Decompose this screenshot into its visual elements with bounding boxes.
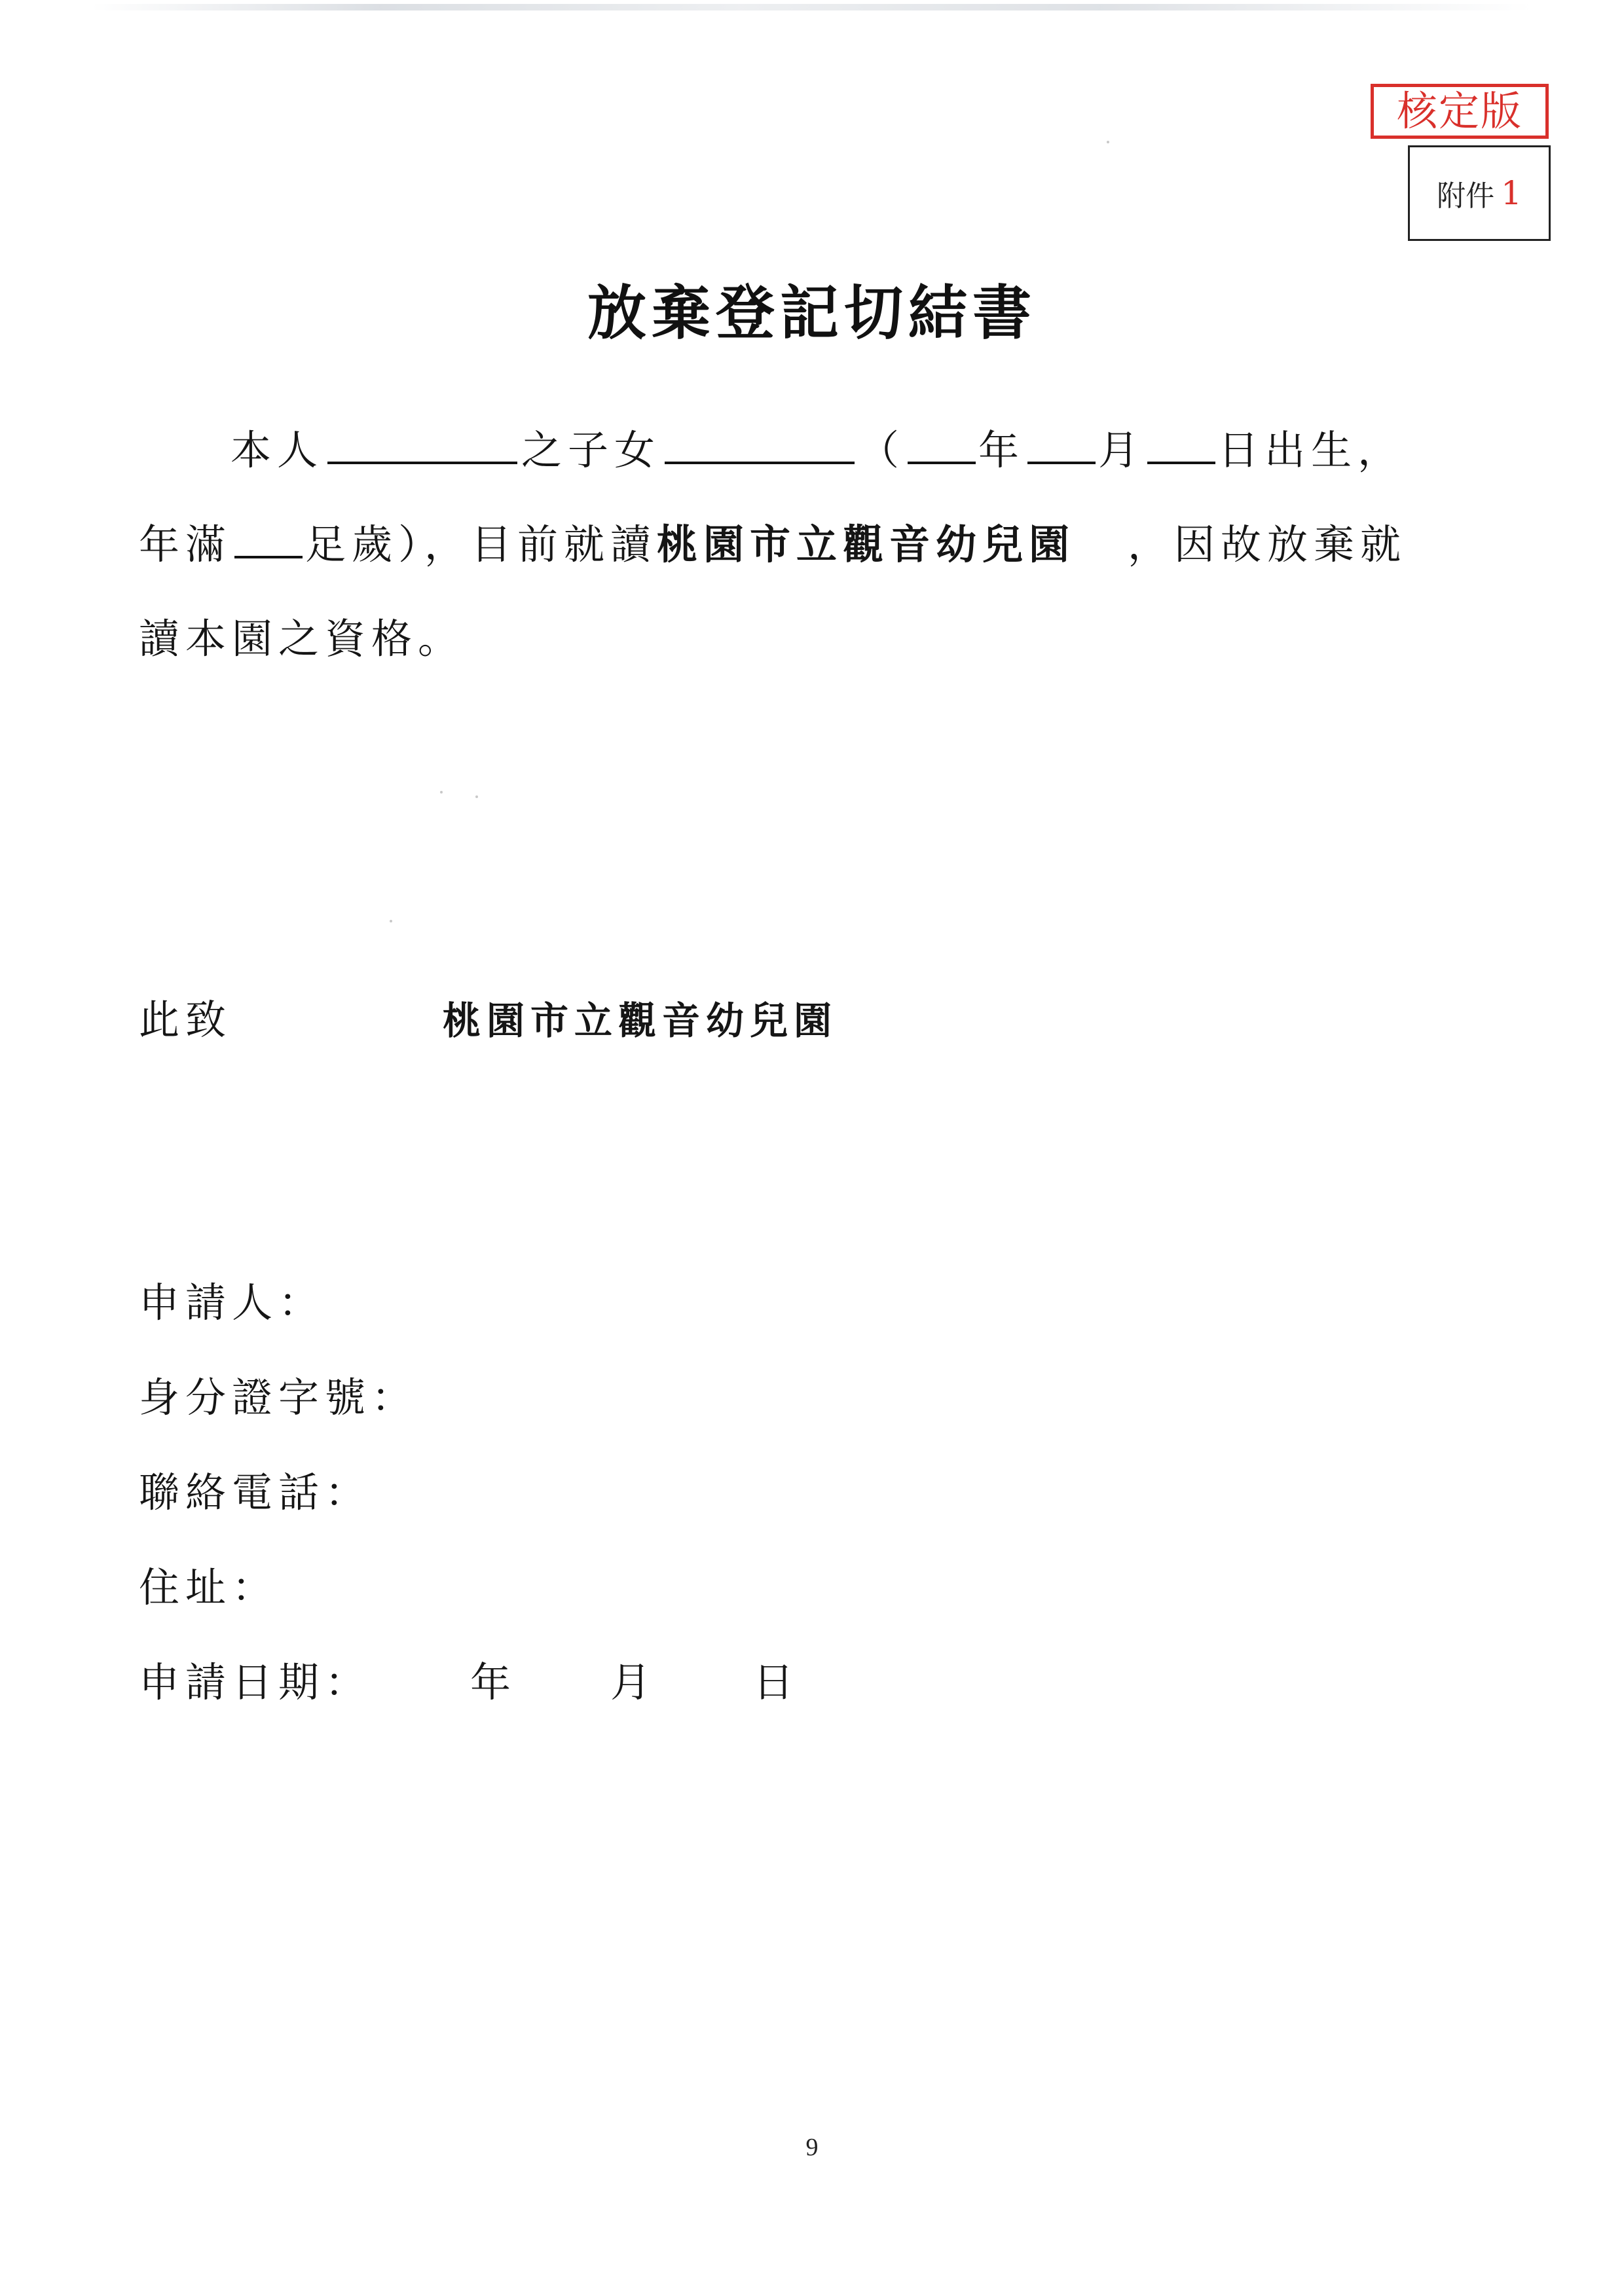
approved-version-stamp: 核定版 xyxy=(1371,84,1549,139)
statement-text: 月 xyxy=(1098,426,1145,474)
page-number: 9 xyxy=(805,2134,819,2161)
statement-text: 之子女 xyxy=(521,426,661,474)
birth-year-blank[interactable] xyxy=(908,428,976,464)
date-month-label: 月 xyxy=(610,1658,652,1706)
birth-day-blank[interactable] xyxy=(1147,428,1215,464)
addressee-label: 此致 xyxy=(139,996,232,1044)
birth-month-blank[interactable] xyxy=(1027,428,1096,464)
statement-text: ，因故放棄就 xyxy=(1128,520,1407,568)
application-date-field-label: 申請日期： xyxy=(139,1658,372,1706)
address-field-label: 住址： xyxy=(139,1563,279,1611)
statement-line-2 xyxy=(139,512,1407,570)
scan-edge-shadow xyxy=(92,4,1532,10)
parent-name-blank[interactable] xyxy=(327,428,517,464)
attachment-label: 附件 xyxy=(1437,179,1495,213)
date-year-label: 年 xyxy=(470,1658,511,1706)
statement-text: 年滿 xyxy=(139,520,232,568)
scan-speck xyxy=(390,920,392,922)
statement-text: 年 xyxy=(978,426,1025,474)
scan-speck xyxy=(440,791,443,793)
id-number-field-label: 身分證字號： xyxy=(139,1374,418,1421)
attachment-number: 1 xyxy=(1501,174,1522,212)
addressee-school: 桃園市立觀音幼兒園 xyxy=(443,998,838,1043)
scan-speck xyxy=(475,795,478,798)
page-title: 放棄登記切結書 xyxy=(587,279,1037,348)
statement-text: 日出生， xyxy=(1218,426,1405,474)
scan-speck xyxy=(1107,141,1109,143)
applicant-field-label: 申請人： xyxy=(139,1279,325,1326)
date-day-label: 日 xyxy=(753,1658,794,1706)
child-name-blank[interactable] xyxy=(665,428,855,464)
school-name: 桃園市立觀音幼兒園 xyxy=(657,520,1076,568)
phone-field-label: 聯絡電話： xyxy=(139,1468,372,1516)
statement-line-3: 讀本園之資格。 xyxy=(139,615,465,663)
statement-text: 足歲），目前就讀 xyxy=(305,520,657,568)
statement-text: （ xyxy=(858,426,906,474)
statement-line-1 xyxy=(231,418,1404,476)
attachment-label-box xyxy=(1408,145,1551,241)
statement-text: 本人 xyxy=(231,426,324,474)
age-blank[interactable] xyxy=(234,522,303,558)
